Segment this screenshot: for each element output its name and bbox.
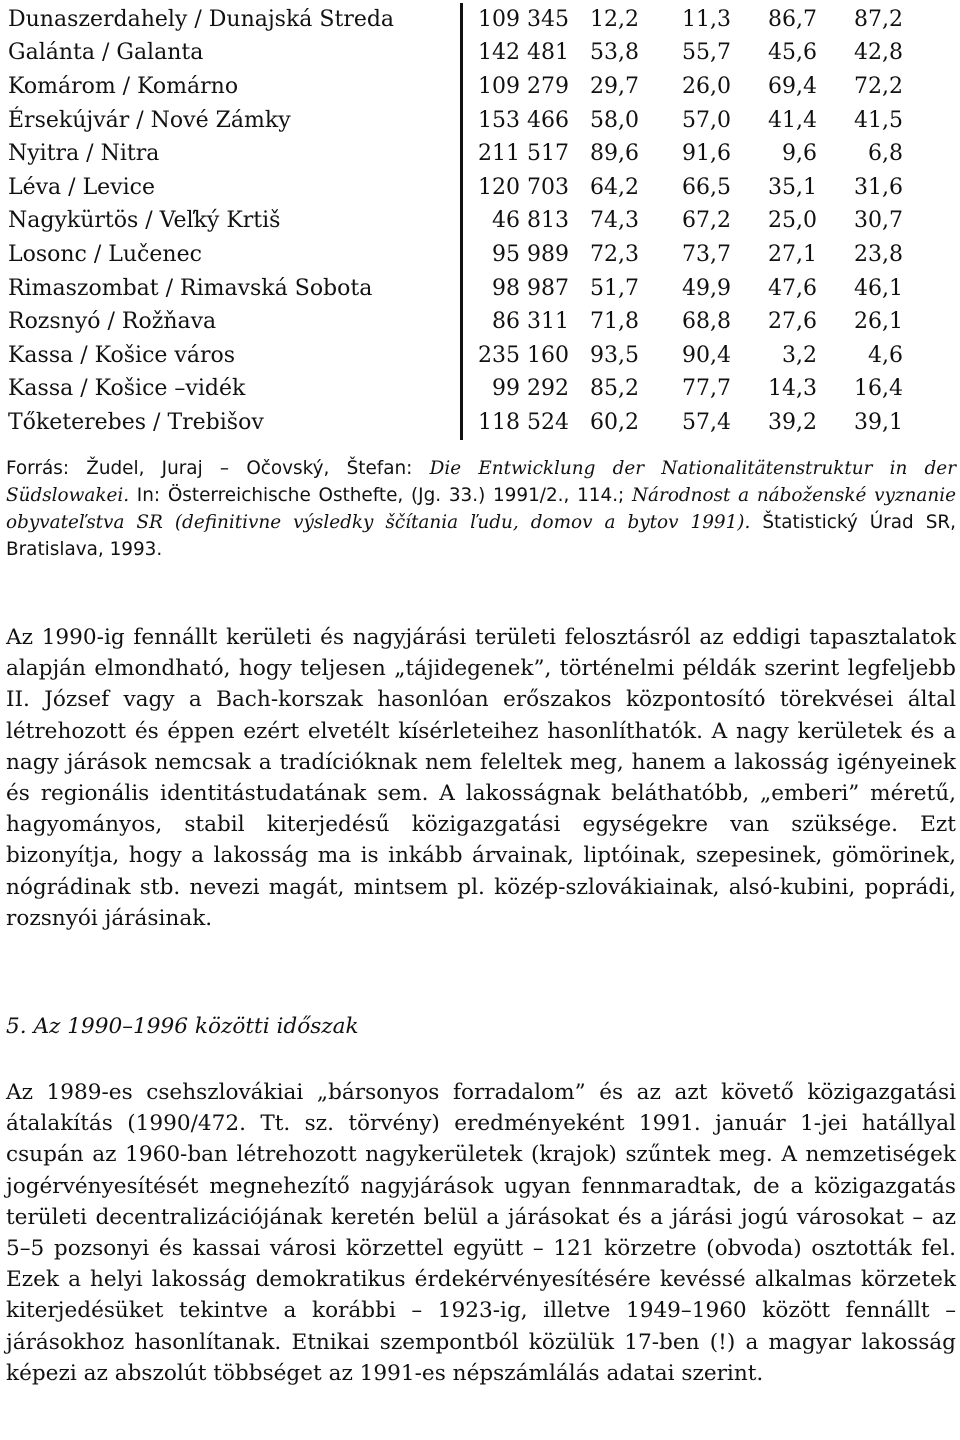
value-cell: 39,1 xyxy=(854,409,903,435)
table-row xyxy=(8,373,903,407)
value-cell: 93,5 xyxy=(590,342,639,368)
value-cell: 69,4 xyxy=(768,73,817,99)
value-cell: 109 345 xyxy=(462,3,570,37)
value-cell: 55,7 xyxy=(682,40,731,66)
table-row xyxy=(8,70,903,104)
value-cell: 72,2 xyxy=(854,73,903,99)
value-cell: 91,6 xyxy=(682,141,731,167)
value-cell: 74,3 xyxy=(590,208,639,234)
value-cell: 46 813 xyxy=(462,205,570,239)
value-cell: 27,1 xyxy=(768,241,817,267)
value-cell: 95 989 xyxy=(462,238,570,272)
value-cell: 49,9 xyxy=(682,275,731,301)
value-cell: 26,0 xyxy=(682,73,731,99)
district-name-cell: Komárom / Komárno xyxy=(8,73,239,99)
district-name-cell: Tőketerebes / Trebišov xyxy=(8,409,264,435)
value-cell: 58,0 xyxy=(590,107,639,133)
value-cell: 35,1 xyxy=(768,174,817,200)
value-cell: 109 279 xyxy=(462,70,570,104)
value-cell: 67,2 xyxy=(682,208,731,234)
district-table xyxy=(8,3,903,440)
value-cell: 211 517 xyxy=(462,137,570,171)
value-cell: 142 481 xyxy=(462,37,570,71)
value-cell: 4,6 xyxy=(868,342,903,368)
district-name-cell: Rozsnyó / Rožňava xyxy=(8,309,217,335)
district-name-cell: Dunaszerdahely / Dunajská Streda xyxy=(8,6,395,32)
district-name-cell: Nyitra / Nitra xyxy=(8,141,160,167)
value-cell: 30,7 xyxy=(854,208,903,234)
value-cell: 47,6 xyxy=(768,275,817,301)
paragraph-2: Az 1989-es csehszlovákiai „bársonyos forradalom” és az azt követő közigazgatási átalakítás (1990/472. Tt. sz. törvény) eredményeként 1991. január 1-jei hatállyal csupán az 1960-ban létrehozott nagykerületek (krajok) szűntek meg. A nemzetiségek jogérvényesítését megnehezítő nagyjárások ugyan fennmaradtak, de a közigazgatás területi decentralizációjának keretén belül a járásokat és a járási jogú városokat – az 5–5 pozsonyi és kassai városi körzettel együtt – 121 körzetre (obvoda) osztották fel. Ezek a helyi lakosság demokratikus érdekérvényesítésére kevéssé alkalmas körzetek kiterjedésüket tekintve a korábbi – 1923-ig, illetve 1949–1960 között fennállt – járásokhoz hasonlítanak. Etnikai szempontból közülük 17-ben (!) a magyar lakosság képezi az abszolút többséget az 1991-es népszámlálás adatai szerint. xyxy=(6,1080,956,1386)
value-cell: 57,0 xyxy=(682,107,731,133)
table-row xyxy=(8,339,903,373)
table-row xyxy=(8,305,903,339)
source-mid: In: Österreichische Osthefte, (Jg. 33.) 1991/2., 114.; xyxy=(129,485,632,506)
value-cell: 64,2 xyxy=(590,174,639,200)
table-row xyxy=(8,406,903,440)
value-cell: 120 703 xyxy=(462,171,570,205)
district-name-cell: Kassa / Košice –vidék xyxy=(8,376,246,402)
value-cell: 29,7 xyxy=(590,73,639,99)
source-title-2: Národnost a náboženské vyznanie obyvateľstva SR (definitivne výsledky ščítania ľudu, domov a bytov 1991). xyxy=(6,485,956,533)
value-cell: 66,5 xyxy=(682,174,731,200)
value-cell: 118 524 xyxy=(462,406,570,440)
district-name-cell: Galánta / Galanta xyxy=(8,40,204,66)
value-cell: 51,7 xyxy=(590,275,639,301)
value-cell: 89,6 xyxy=(590,141,639,167)
value-cell: 6,8 xyxy=(868,141,903,167)
source-note xyxy=(6,455,956,563)
value-cell: 14,3 xyxy=(768,376,817,402)
district-name-cell: Rimaszombat / Rimavská Sobota xyxy=(8,275,373,301)
value-cell: 53,8 xyxy=(590,40,639,66)
value-cell: 26,1 xyxy=(854,309,903,335)
value-cell: 3,2 xyxy=(782,342,817,368)
value-cell: 11,3 xyxy=(682,6,731,32)
value-cell: 23,8 xyxy=(854,241,903,267)
table-row xyxy=(8,3,903,37)
table-row xyxy=(8,37,903,71)
value-cell: 41,4 xyxy=(768,107,817,133)
value-cell: 68,8 xyxy=(682,309,731,335)
value-cell: 98 987 xyxy=(462,272,570,306)
value-cell: 39,2 xyxy=(768,409,817,435)
value-cell: 42,8 xyxy=(854,40,903,66)
value-cell: 16,4 xyxy=(854,376,903,402)
table-row xyxy=(8,205,903,239)
source-suffix: Štatistický Úrad SR, Bratislava, 1993. xyxy=(6,512,956,560)
value-cell: 235 160 xyxy=(462,339,570,373)
value-cell: 57,4 xyxy=(682,409,731,435)
value-cell: 77,7 xyxy=(682,376,731,402)
district-name-cell: Nagykürtös / Veľký Krtiš xyxy=(8,208,281,234)
source-title-1: Die Entwicklung der Nationalitätenstruktur in der Südslowakei. xyxy=(6,458,956,506)
paragraph-1: Az 1990-ig fennállt kerületi és nagyjárási területi felosztásról az eddigi tapasztalatok alapján elmondható, hogy teljesen „tájidegenek”, történelmi példák szerint legfeljebb II. József vagy a Bach-korszak hasonlóan erőszakos központosító törekvései által létrehozott és éppen ezért elvetélt kísérleteihez hasonlíthatók. A nagy kerületek és a nagy járások nemcsak a tradícióknak nem feleltek meg, hanem a lakosság igényeinek és regionális identitástudatának sem. A lakosságnak beláthatóbb, „emberi” méretű, hagyományos, stabil kiterjedésű közigazgatási egységekre van szüksége. Ezt bizonyítja, hogy a lakosság ma is inkább árvainak, liptóinak, szepesinek, gömörinek, nógrádinak stb. nevezi magát, mintsem pl. közép-szlovákiainak, alsó-kubini, poprádi, rozsnyói járásinak. xyxy=(6,625,956,931)
value-cell: 41,5 xyxy=(854,107,903,133)
table-row xyxy=(8,137,903,171)
value-cell: 27,6 xyxy=(768,309,817,335)
value-cell: 71,8 xyxy=(590,309,639,335)
table-row xyxy=(8,171,903,205)
value-cell: 85,2 xyxy=(590,376,639,402)
district-name-cell: Érsekújvár / Nové Zámky xyxy=(8,107,291,133)
value-cell: 9,6 xyxy=(782,141,817,167)
value-cell: 86,7 xyxy=(768,6,817,32)
value-cell: 72,3 xyxy=(590,241,639,267)
value-cell: 73,7 xyxy=(682,241,731,267)
value-cell: 25,0 xyxy=(768,208,817,234)
value-cell: 31,6 xyxy=(854,174,903,200)
value-cell: 153 466 xyxy=(462,104,570,138)
table-row xyxy=(8,104,903,138)
value-cell: 86 311 xyxy=(462,305,570,339)
value-cell: 90,4 xyxy=(682,342,731,368)
value-cell: 45,6 xyxy=(768,40,817,66)
value-cell: 12,2 xyxy=(590,6,639,32)
table-row xyxy=(8,272,903,306)
district-name-cell: Kassa / Košice város xyxy=(8,342,235,368)
source-prefix: Forrás: Žudel, Juraj – Očovský, Štefan: xyxy=(6,458,430,479)
value-cell: 99 292 xyxy=(462,373,570,407)
table-row xyxy=(8,238,903,272)
section-heading: 5. Az 1990–1996 közötti időszak xyxy=(6,1014,359,1039)
district-name-cell: Losonc / Lučenec xyxy=(8,241,202,267)
value-cell: 87,2 xyxy=(854,6,903,32)
value-cell: 46,1 xyxy=(854,275,903,301)
value-cell: 60,2 xyxy=(590,409,639,435)
district-name-cell: Léva / Levice xyxy=(8,174,156,200)
